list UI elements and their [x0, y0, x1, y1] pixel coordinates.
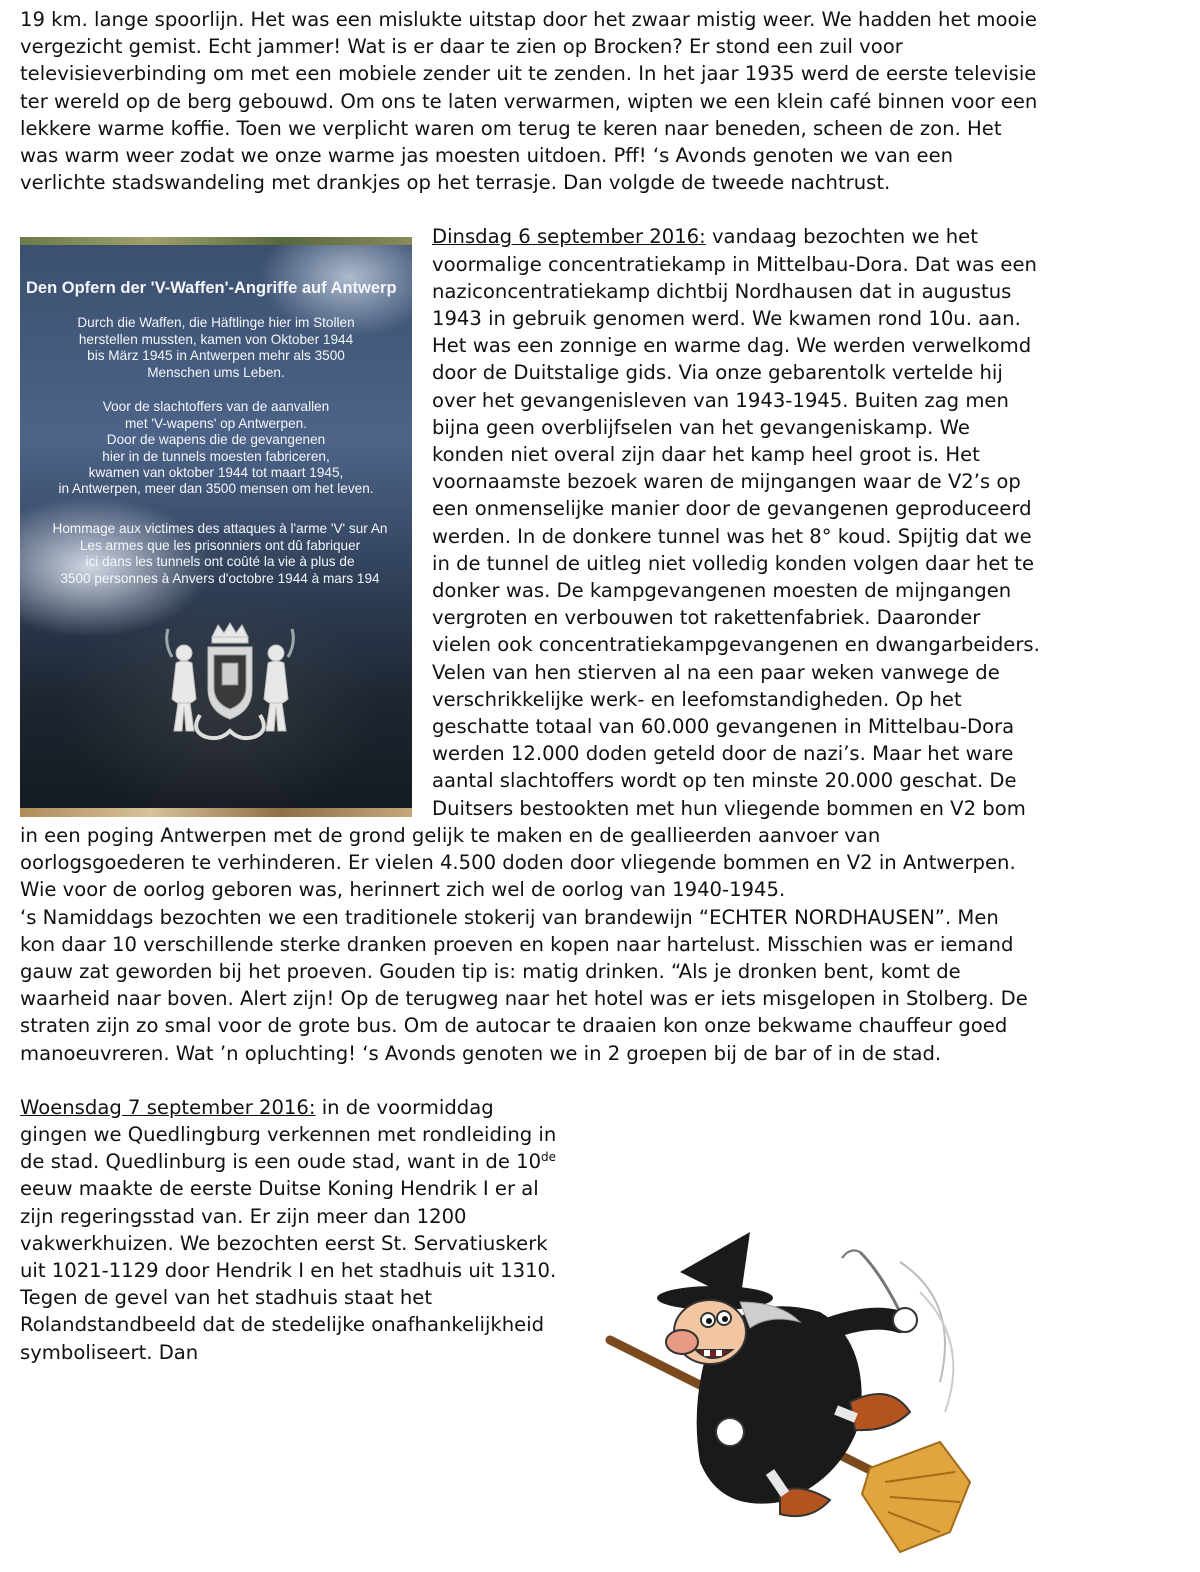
plaque-dutch-text: Voor de slachtoffers van de aanvallen met 'V-wapens' op Antwerpen. Door de wapens die de gevangenen hier in de tunnels moesten fabriceren, kwamen van oktober 1944 tot maart 1945, in Antwerpen, meer dan 3500 mensen om het leven. — [58, 399, 374, 497]
plaque-french-text: Hommage aux victimes des attaques à l'arme 'V' sur An Les armes que les prisonniers ont dû fabriquer ici dans les tunnels ont coûté la vie à plus de 3500 personnes à Anvers d'octobre 1944 à mars 194 — [52, 521, 388, 586]
memorial-plaque-photo — [20, 237, 412, 817]
paragraph-afternoon: ‘s Namiddags bezochten we een traditionele stokerij van brandewijn “ECHTER NORDHAUSEN”. Men kon daar 10 verschillende sterke dranken proeven en kopen naar hartelust. Misschien was er iemand gauw zat geworden bij het proeven. Gouden tip is: matig drinken. “Als je dronken bent, komt de waarheid naar boven. Alert zijn! Op de terugweg naar het hotel was er iets misgelopen in Stolberg. De straten zijn zo smal voor de grote bus. Om de autocar te draaien kon onze bekwame chauffeur goed manoeuvreren. Wat ’n opluchting! ‘s Avonds genoten we in 2 groepen bij de bar of in de stad. — [20, 905, 1028, 1065]
column-wednesday — [20, 1094, 565, 1366]
paragraph-brocken: 19 km. lange spoorlijn. Het was een mislukte uitstap door het zwaar mistig weer. We hadden het mooie vergezicht gemist. Echt jammer! Wat is er daar te zien op Brocken? Er stond een zuil voor televisieverbinding om met een mobiele zender uit te zenden. In het jaar 1935 werd de eerste televisie ter wereld op de berg gebouwd. Om ons te laten verwarmen, wipten we een klein café binnen voor een lekkere warme koffie. Toen we verplicht waren om terug te keren naar beneden, scheen de zon. Het was warm weer zodat we onze warme jas moesten uitdoen. Pff! ‘s Avonds genoten we van een verlichte stadswandeling met drankjes op het terrasje. Dan volgde de tweede nachtrust. — [20, 8, 1038, 195]
plaque-german-text: Durch die Waffen, die Häftlinge hier im Stollen herstellen mussten, kamen von Oktober 1944 bis März 1945 in Antwerpen mehr als 3500 Menschen ums Leben. — [77, 315, 355, 380]
date-heading-wednesday: Woensdag 7 september 2016: — [20, 1095, 316, 1119]
paragraph-wednesday: Woensdag 7 september 2016: in de voormiddag gingen we Quedlingburg verkennen met rondleiding in de stad. Quedlinburg is een oude stad, want in de 10de eeuw maakte de eerste Duitse Koning Hendrik I er al zijn regeringsstad van. Er zijn meer dan 1200 vakwerkhuizen. We bezochten eerst St. Servatiuskerk uit 1021-1129 door Hendrik I en het stadhuis uit 1310. Tegen de gevel van het stadhuis staat het Rolandstandbeeld dat de stedelijke onafhankelijkheid symboliseert. Dan — [20, 1095, 557, 1364]
antwerp-coat-of-arms-icon — [150, 619, 310, 749]
plaque-title: Den Opfern der 'V-Waffen'-Angriffe auf Antwerp — [26, 279, 397, 298]
witch-on-broom-icon — [600, 1232, 1000, 1572]
document-page — [20, 6, 1040, 1366]
date-heading-tuesday: Dinsdag 6 september 2016: — [432, 225, 706, 249]
paragraph-tuesday-text: vandaag bezochten we het voormalige concentratiekamp in Mittelbau-Dora. Dat was een naziconcentratiekamp dichtbij Nordhausen dat in augustus 1943 in gebruik genomen werd. We kwamen rond 10u. aan. Het was een zonnige en warme dag. We werden verwelkomd door de Duitstalige gids. Via onze gebarentolk vertelde hij over het gevangenisleven van 1943-1945. Buiten zag men bijna geen overblijfselen van het gevangeniskamp. We konden niet overal zijn daar het kamp heel groot is. Het voornaamste bezoek waren de mijngangen waar de V2’s op een onmenselijke manier door de gevangenen geproduceerd werden. In de donkere tunnel was het 8° koud. Spijtig dat we in de tunnel de uitleg niet volledig konden volgen daar het te donker was. De kampgevangenen moesten de mijngangen vergroten en verbouwen tot rakettenfabriek. Daaronder vielen ook concentratiekampgevangenen en dwangarbeiders. Velen van hen stierven al na een paar weken vanwege de verschrikkelijke werk- en leefomstandigheden. Op het geschatte totaal van 60.000 gevangenen in Mittelbau-Dora werden 12.000 doden geteld door de nazi’s. Maar het ware aantal slachtoffers wordt op ten minste 20.000 geschat. De Duitsers bestookten met hun vliegende bommen en V2 bom in een poging Antwerpen met de grond gelijk te maken en de geallieerden aanvoer van oorlogsgoederen te verhinderen. Er vielen 4.500 doden door vliegende bommen en V2 in Antwerpen. Wie voor de oorlog geboren was, herinnert zich wel de oorlog van 1940-1945. — [20, 225, 1040, 902]
